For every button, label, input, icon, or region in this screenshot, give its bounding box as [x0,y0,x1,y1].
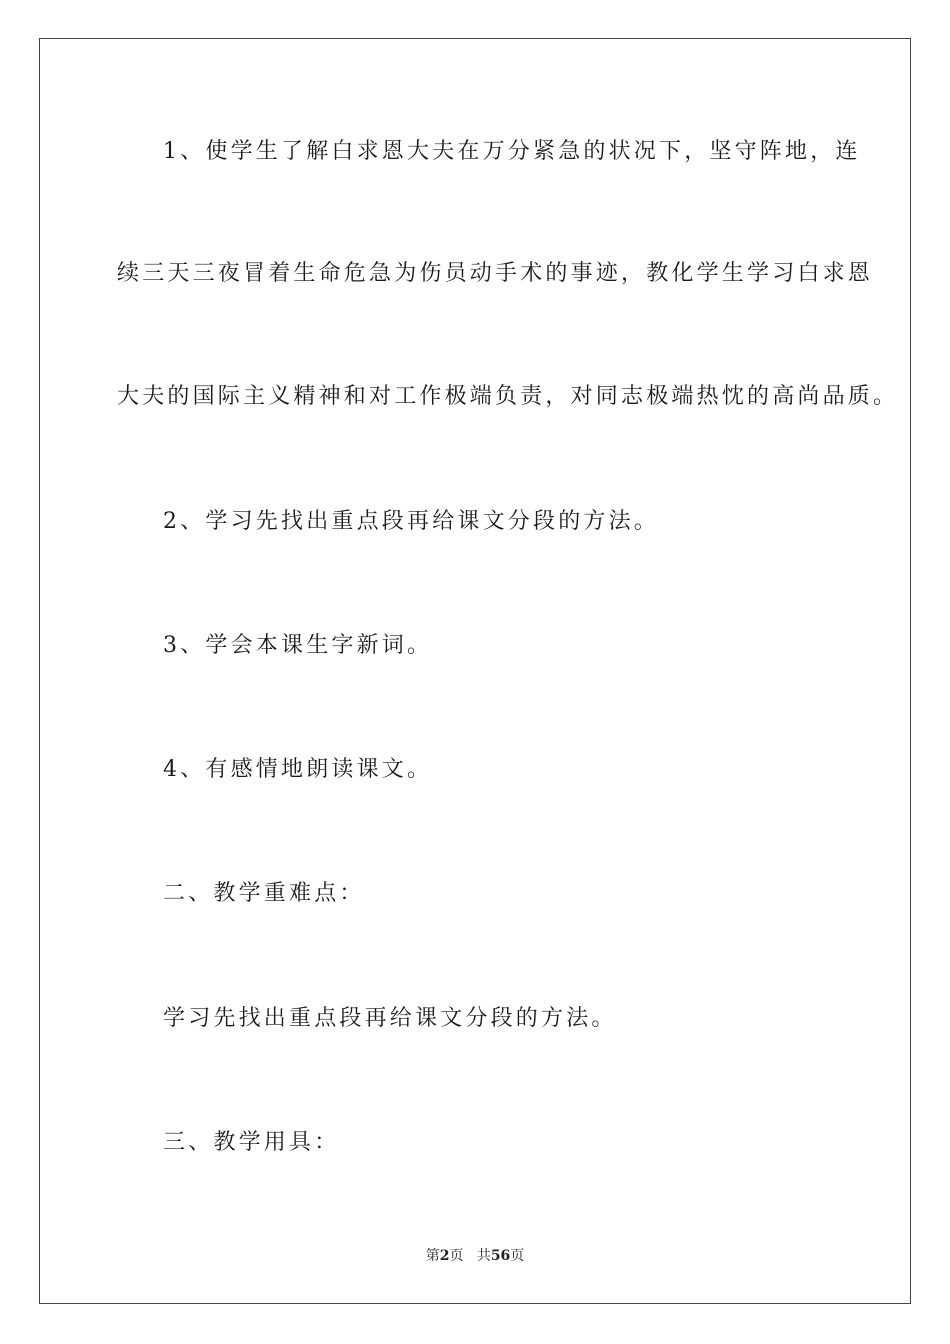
section-heading-teaching-tools: 三、教学用具： [163,1130,340,1155]
page-frame [39,38,911,1304]
key-points-text: 学习先找出重点段再给课文分段的方法。 [163,1006,617,1031]
paragraph-line-2: 续三天三夜冒着生命危急为伤员动手术的事迹，教化学生学习白求恩 [117,261,874,286]
footer-total-prefix: 共 [476,1248,491,1264]
footer-page-suffix: 页 [449,1248,464,1264]
objective-4: 4、有感情地朗读课文。 [163,757,433,782]
footer-total-pages: 56 [490,1248,511,1264]
objective-2: 2、学习先找出重点段再给课文分段的方法。 [163,509,659,534]
section-heading-key-points: 二、教学重难点： [163,881,365,906]
paragraph-line-1: 1、使学生了解白求恩大夫在万分紧急的状况下，坚守阵地，连 [163,139,861,164]
page-footer [0,1246,950,1266]
footer-page-number: 2 [439,1248,450,1264]
footer-page-prefix: 第 [425,1248,440,1264]
objective-3: 3、学会本课生字新词。 [163,633,433,658]
paragraph-line-3: 大夫的国际主义精神和对工作极端负责，对同志极端热忱的高尚品质。 [117,384,899,409]
footer-total-suffix: 页 [510,1248,525,1264]
